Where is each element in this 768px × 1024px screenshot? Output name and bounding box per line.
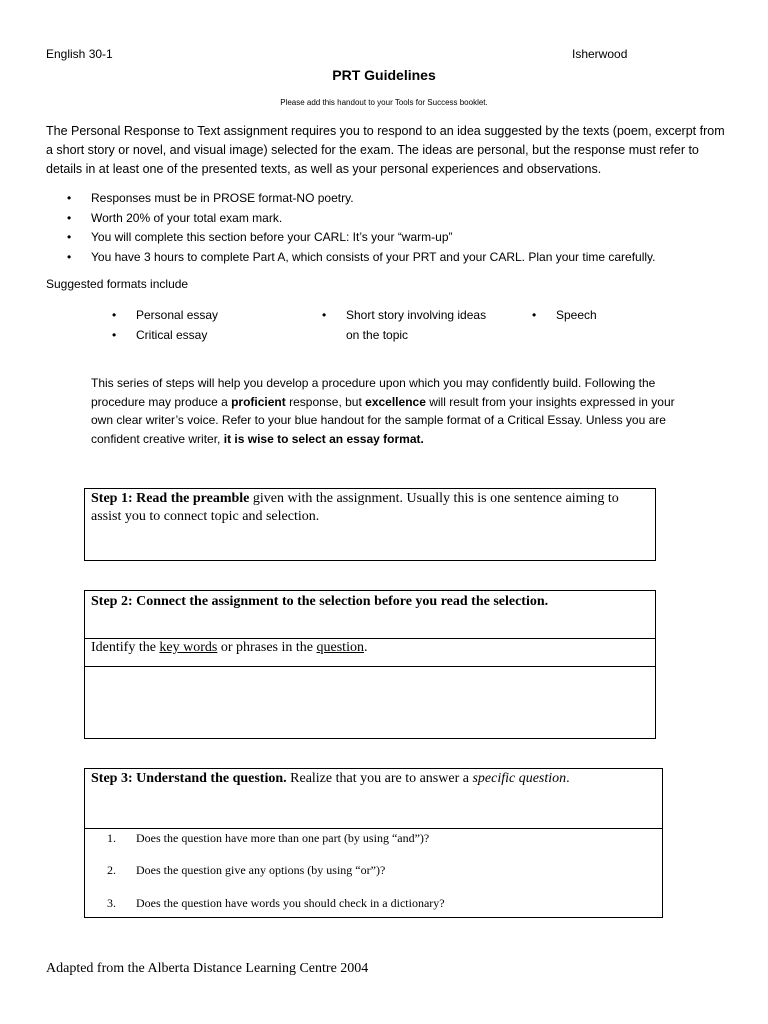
divider (85, 666, 655, 667)
list-item: 3. Does the question have words you should check in a dictionary? (107, 896, 445, 910)
step3-box (84, 768, 663, 918)
step1-text (91, 490, 647, 526)
list-item: • You will complete this section before your CARL: It’s your “warm-up” (67, 228, 727, 248)
text-run: response, but (285, 394, 366, 409)
list-item: • Speech (532, 306, 652, 326)
handout-note: Please add this handout to your Tools for Success booklet. (280, 98, 488, 107)
step2-identify-text: Identify the key words or phrases in the question. (91, 640, 368, 655)
emphasis-essay-format: it is wise to select an essay format. (223, 431, 424, 446)
step2-heading: Step 2: Connect the assignment to the selection before you read the selection. (91, 594, 549, 609)
intro-paragraph: The Personal Response to Text assignment requires you to respond to an idea suggested by the texts (poem, excerpt from a short story or novel, and visual image) selected for the exam. The ideas are personal, but the response must refer to details in at least one of the presented texts, as well as your personal experiences and observations. (46, 124, 725, 176)
steps-intro-paragraph (91, 374, 681, 448)
step3-heading: Step 3: Understand the question. (91, 771, 287, 786)
step1-box (84, 488, 656, 561)
requirements-list (67, 189, 727, 267)
formats-column-2 (322, 306, 492, 345)
formats-label: Suggested formats include (46, 277, 189, 291)
page-title: PRT Guidelines (332, 67, 436, 83)
list-item: 2. Does the question give any options (by using “or”)? (107, 863, 386, 877)
list-item: • Short story involving ideas on the topic (322, 306, 492, 345)
divider (85, 828, 662, 829)
key-words-term: key words (159, 640, 218, 655)
step3-text: Step 3: Understand the question. Realize that you are to answer a specific question. (91, 771, 570, 786)
list-item: • You have 3 hours to complete Part A, which consists of your PRT and your CARL. Plan your time carefully. (67, 248, 727, 268)
list-item: • Critical essay (112, 326, 302, 346)
step1-body: given with the assignment. Usually this is one sentence aiming to assist you to connect topic and selection. (91, 491, 619, 524)
emphasis-excellence: excellence (365, 394, 426, 409)
step2-box (84, 590, 656, 739)
text-run: This series of steps will help you develop a procedure upon which you may confidently build. Following the procedure may produce a (91, 376, 656, 409)
step1-heading: Step 1: Read the preamble (91, 491, 250, 506)
emphasis-proficient: proficient (231, 394, 286, 409)
list-item: • Worth 20% of your total exam mark. (67, 209, 727, 229)
footer-credit: Adapted from the Alberta Distance Learning Centre 2004 (46, 961, 369, 976)
teacher-name: Isherwood (572, 47, 628, 61)
list-item: • Responses must be in PROSE format-NO poetry. (67, 189, 727, 209)
list-item: 1. Does the question have more than one part (by using “and”)? (107, 831, 430, 845)
course-name: English 30-1 (46, 47, 113, 61)
formats-column-1 (112, 306, 302, 345)
formats-column-3 (532, 306, 652, 326)
text-run: will result from your insights expressed in your own clear writer’s voice. Refer to your blue handout for the sample format of a Critical Essay. Unless you are confident creative writer, (91, 394, 675, 446)
list-item: • Personal essay (112, 306, 302, 326)
question-term: question (316, 640, 364, 655)
specific-question-emphasis: specific question (472, 771, 567, 786)
